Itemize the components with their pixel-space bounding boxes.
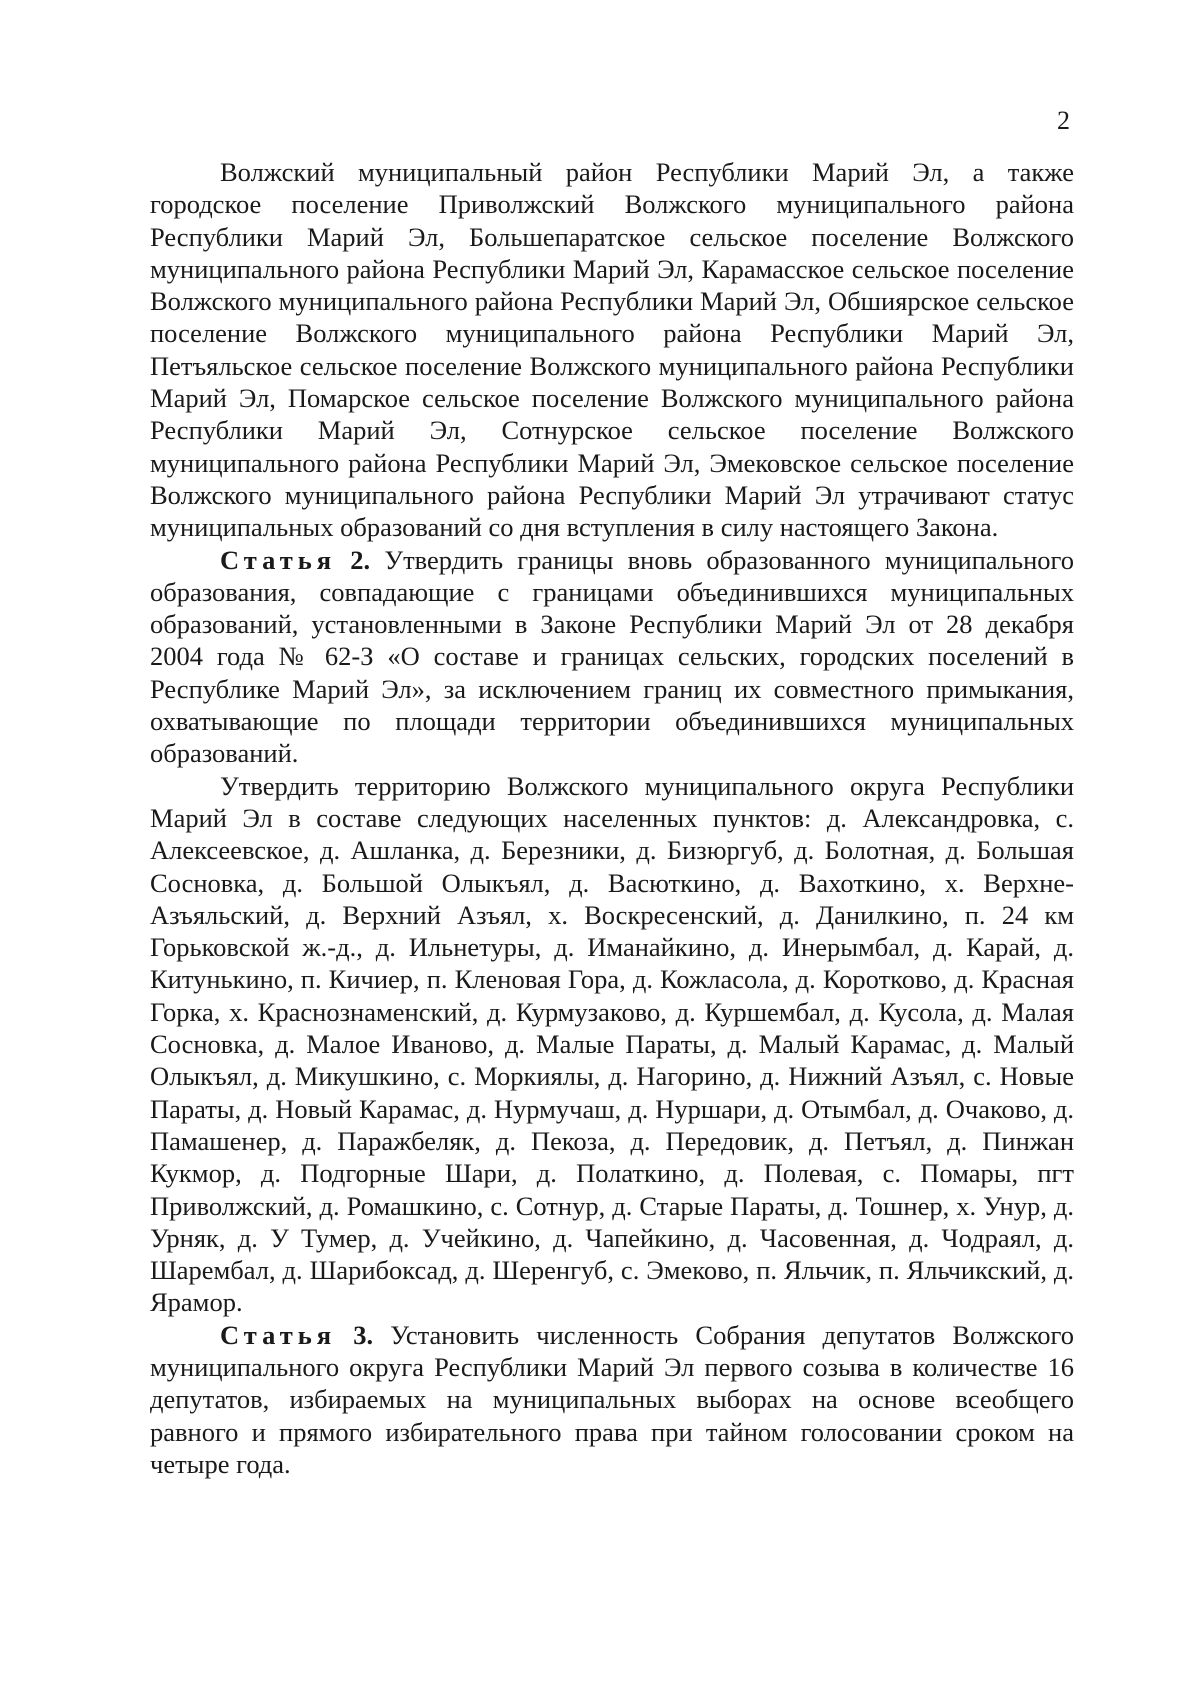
page-number: 2 bbox=[1057, 106, 1070, 135]
article-3 bbox=[150, 1319, 1074, 1480]
document-body bbox=[150, 156, 1074, 1480]
article-3-heading: Статья bbox=[220, 1319, 337, 1350]
article-3-number: 3. bbox=[353, 1319, 374, 1350]
article-2-text: Утвердить границы вновь образованного муниципального образования, совпадающие с границами объединившихся муниципальных образований, установленными в Законе Республики Марий Эл от 28 декабря 2004 года № 62-З «О составе и границах сельских, городских поселений в Республике Марий Эл», за исключением границ их совместного примыкания, охватывающие по площади территории объединившихся муниципальных образований. bbox=[150, 544, 1074, 769]
article-2-territory: Утвердить территорию Волжского муниципального округа Республики Марий Эл в составе следующих населенных пунктов: д. Александровка, с. Алексеевское, д. Ашланка, д. Березники, д. Бизюргуб, д. Болотная, д. Большая Сосновка, д. Большой Олыкъял, д. Васюткино, д. Вахоткино, х. Верхне-Азъяльский, д. Верхний Азъял, х. Воскресенский, д. Данилкино, п. 24 км Горьковской ж.-д., д. Ильнетуры, д. Иманайкино, д. Инерымбал, д. Карай, д. Китунькино, п. Кичиер, п. Кленовая Гора, д. Кожласола, д. Коротково, д. Красная Горка, х. Краснознаменский, д. Курмузаково, д. Куршембал, д. Кусола, д. Малая Сосновка, д. Малое Иваново, д. Малые Параты, д. Малый Карамас, д. Малый Олыкъял, д. Микушкино, с. Моркиялы, д. Нагорино, д. Нижний Азъял, с. Новые Параты, д. Новый Карамас, д. Нурмучаш, д. Нуршари, д. Отымбал, д. Очаково, д. Памашенер, д. Паражбеляк, д. Пекоза, д. Передовик, д. Петъял, д. Пинжан Кукмор, д. Подгорные Шари, д. Полаткино, д. Полевая, с. Помары, пгт Приволжский, д. Ромашкино, с. Сотнур, д. Старые Параты, д. Тошнер, х. Унур, д. Урняк, д. У Тумер, д. Учейкино, д. Чапейкино, д. Часовенная, д. Чодраял, д. Шарембал, д. Шарибоксад, д. Шеренгуб, с. Эмеково, п. Яльчик, п. Яльчикский, д. Ярамор. bbox=[150, 770, 1074, 1318]
article-3-text: Установить численность Собрания депутатов Волжского муниципального округа Республики Марий Эл первого созыва в количестве 16 депутатов, избираемых на муниципальных выборах на основе всеобщего равного и прямого избирательного права при тайном голосовании сроком на четыре года. bbox=[150, 1319, 1075, 1479]
article-2-heading: Статья bbox=[220, 544, 337, 575]
paragraph-status-loss: Волжский муниципальный район Республики Марий Эл, а также городское поселение Приволжский Волжского муниципального района Республики Марий Эл, Большепаратское сельское поселение Волжского муниципального района Республики Марий Эл, Карамасское сельское поселение Волжского муниципального района Республики Марий Эл, Обшиярское сельское поселение Волжского муниципального района Республики Марий Эл, Петъяльское сельское поселение Волжского муниципального района Республики Марий Эл, Помарское сельское поселение Волжского муниципального района Республики Марий Эл, Сотнурское сельское поселение Волжского муниципального района Республики Марий Эл, Эмековское сельское поселение Волжского муниципального района Республики Марий Эл утрачивают статус муниципальных образований со дня вступления в силу настоящего Закона. bbox=[150, 157, 1074, 543]
article-2-number: 2. bbox=[350, 544, 371, 575]
article-2 bbox=[150, 544, 1074, 770]
